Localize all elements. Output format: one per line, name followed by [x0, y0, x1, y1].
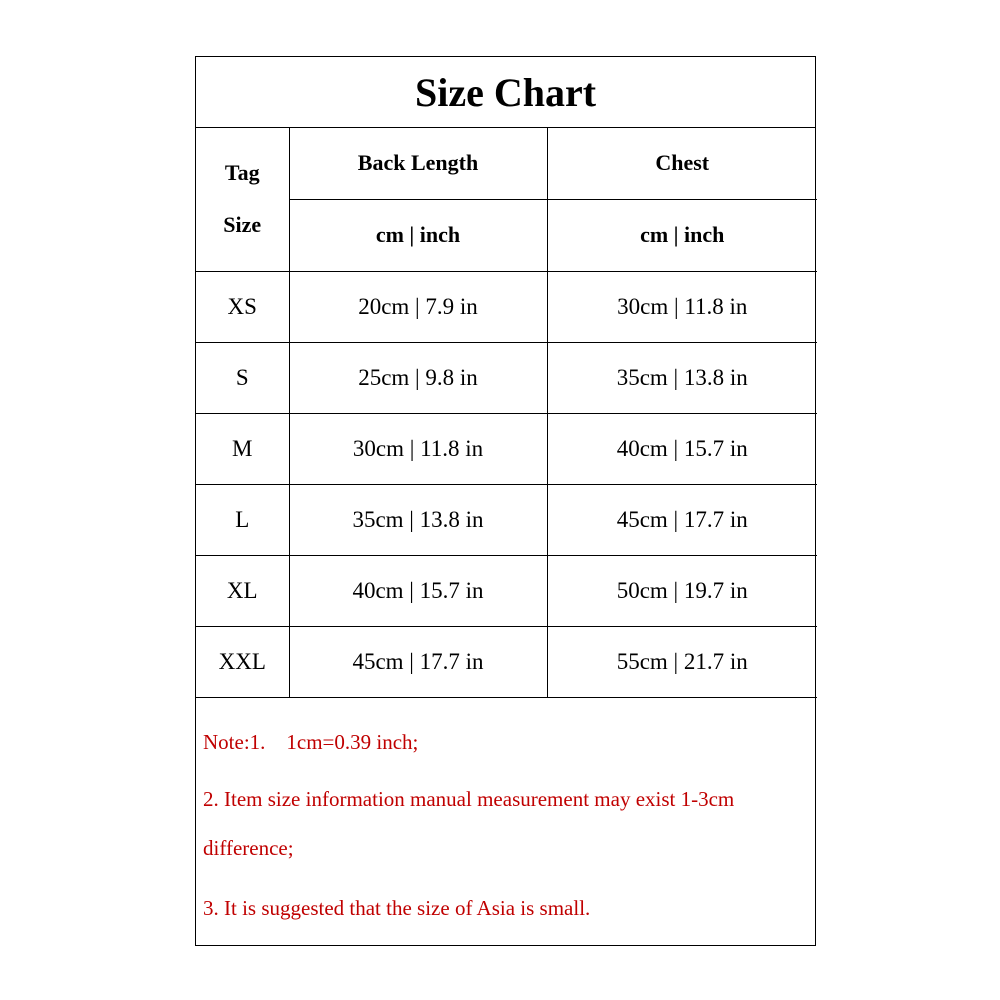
- back-length-cell: 25cm | 9.8 in: [289, 342, 547, 413]
- header-row: [196, 128, 817, 199]
- tag-size-header: [196, 128, 289, 271]
- back-length-cell: 30cm | 11.8 in: [289, 413, 547, 484]
- back-length-cell: 40cm | 15.7 in: [289, 555, 547, 626]
- table-row: [196, 626, 817, 697]
- table-row: [196, 484, 817, 555]
- table-row: [196, 413, 817, 484]
- table-row: [196, 342, 817, 413]
- size-cell: XS: [196, 271, 289, 342]
- chest-cell: 30cm | 11.8 in: [547, 271, 817, 342]
- size-cell: XXL: [196, 626, 289, 697]
- note-line-1: Note:1. 1cm=0.39 inch;: [203, 730, 419, 754]
- tag-label: Tag: [224, 160, 260, 186]
- size-cell: S: [196, 342, 289, 413]
- table-row: [196, 271, 817, 342]
- size-chart: [195, 56, 816, 946]
- size-cell: M: [196, 413, 289, 484]
- back-length-header: Back Length: [289, 128, 547, 199]
- note-line-4: 3. It is suggested that the size of Asia is small.: [203, 896, 591, 920]
- chest-cell: 50cm | 19.7 in: [547, 555, 817, 626]
- chest-header: Chest: [547, 128, 817, 199]
- chest-cell: 45cm | 17.7 in: [547, 484, 817, 555]
- size-cell: XL: [196, 555, 289, 626]
- table-row: [196, 555, 817, 626]
- back-length-cell: 45cm | 17.7 in: [289, 626, 547, 697]
- size-cell: L: [196, 484, 289, 555]
- chart-title: Size Chart: [196, 57, 815, 128]
- chest-cell: 35cm | 13.8 in: [547, 342, 817, 413]
- back-length-cell: 20cm | 7.9 in: [289, 271, 547, 342]
- chest-cell: 40cm | 15.7 in: [547, 413, 817, 484]
- back-length-cell: 35cm | 13.8 in: [289, 484, 547, 555]
- size-table: [196, 128, 817, 698]
- unit-row: [196, 199, 817, 271]
- back-length-unit: cm | inch: [289, 199, 547, 271]
- note-line-3: difference;: [203, 836, 294, 860]
- note-line-2: 2. Item size information manual measurement may exist 1-3cm: [203, 787, 735, 811]
- chest-cell: 55cm | 21.7 in: [547, 626, 817, 697]
- size-label: Size: [223, 212, 262, 238]
- chest-unit: cm | inch: [547, 199, 817, 271]
